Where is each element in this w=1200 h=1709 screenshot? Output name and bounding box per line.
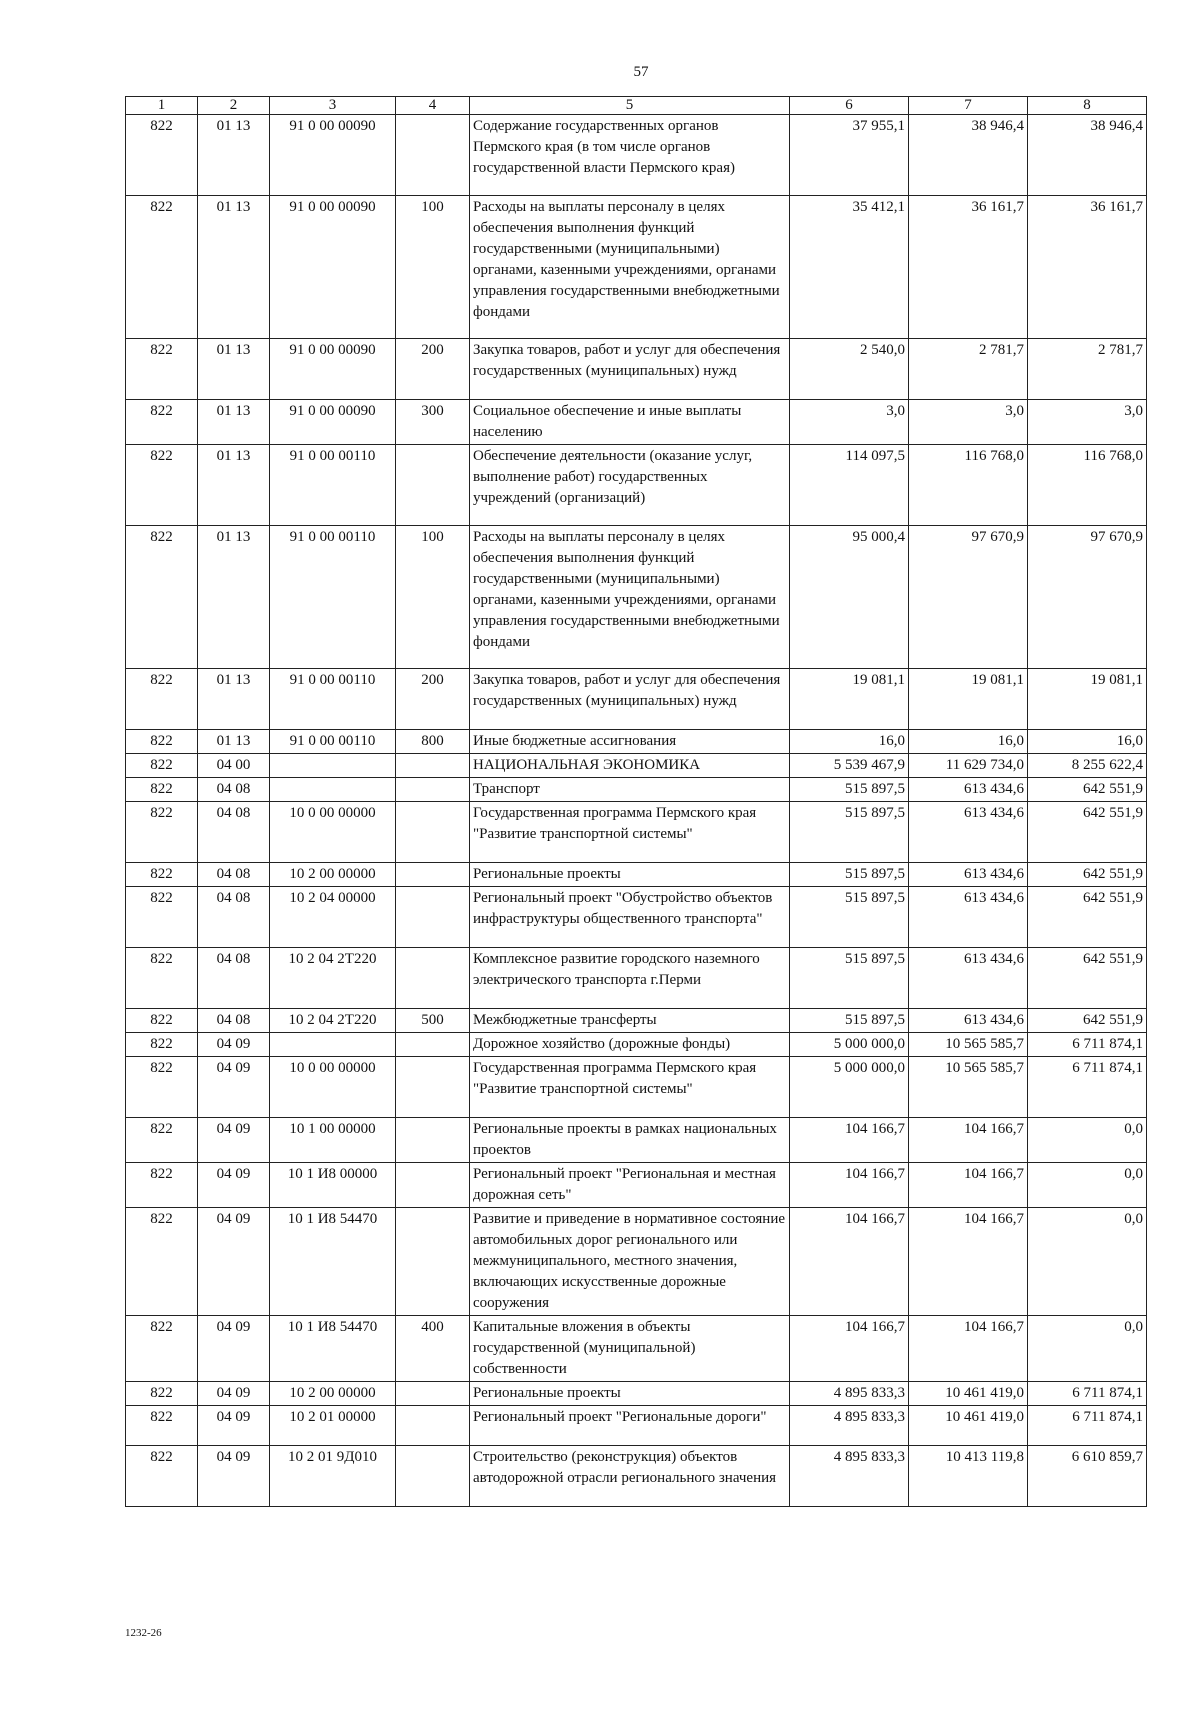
- code-section-cell: 01 13: [198, 730, 270, 754]
- code-expense-type-cell: [396, 802, 470, 863]
- amount-year-3-cell: 0,0: [1028, 1118, 1147, 1163]
- amount-year-1-cell: 104 166,7: [790, 1316, 909, 1382]
- code-target-article-cell: 10 2 04 00000: [270, 887, 396, 948]
- amount-year-1-cell: 5 539 467,9: [790, 754, 909, 778]
- code-expense-type-cell: 100: [396, 196, 470, 339]
- amount-year-2-cell: 613 434,6: [909, 887, 1028, 948]
- amount-year-1-cell: 515 897,5: [790, 863, 909, 887]
- amount-year-2-cell: 613 434,6: [909, 778, 1028, 802]
- amount-year-1-cell: 515 897,5: [790, 802, 909, 863]
- amount-year-2-cell: 10 461 419,0: [909, 1382, 1028, 1406]
- code-target-article-cell: 91 0 00 00090: [270, 196, 396, 339]
- code-grbs-cell: 822: [126, 1382, 198, 1406]
- amount-year-2-cell: 3,0: [909, 400, 1028, 445]
- code-section-cell: 01 13: [198, 669, 270, 730]
- amount-year-3-cell: 6 711 874,1: [1028, 1406, 1147, 1446]
- code-grbs-cell: 822: [126, 948, 198, 1009]
- code-expense-type-cell: [396, 754, 470, 778]
- code-section-cell: 01 13: [198, 400, 270, 445]
- amount-year-2-cell: 10 413 119,8: [909, 1446, 1028, 1507]
- amount-year-3-cell: 38 946,4: [1028, 115, 1147, 196]
- amount-year-3-cell: 19 081,1: [1028, 669, 1147, 730]
- amount-year-3-cell: 642 551,9: [1028, 1009, 1147, 1033]
- description-cell: Государственная программа Пермского края "Развитие транспортной системы": [470, 1057, 790, 1118]
- code-section-cell: 04 08: [198, 887, 270, 948]
- amount-year-1-cell: 19 081,1: [790, 669, 909, 730]
- amount-year-3-cell: 36 161,7: [1028, 196, 1147, 339]
- code-expense-type-cell: [396, 863, 470, 887]
- code-target-article-cell: 10 2 04 2Т220: [270, 1009, 396, 1033]
- amount-year-1-cell: 2 540,0: [790, 339, 909, 400]
- amount-year-3-cell: 16,0: [1028, 730, 1147, 754]
- code-expense-type-cell: 500: [396, 1009, 470, 1033]
- code-section-cell: 01 13: [198, 115, 270, 196]
- table-row: [126, 526, 1147, 669]
- code-expense-type-cell: [396, 445, 470, 526]
- amount-year-2-cell: 104 166,7: [909, 1118, 1028, 1163]
- code-section-cell: 04 09: [198, 1163, 270, 1208]
- description-cell: Расходы на выплаты персоналу в целях обеспечения выполнения функций государственными (муниципальными) органами, казенными учреждениями, органами управления государственными внебюджетными фондами: [470, 526, 790, 669]
- column-header-3: 3: [270, 97, 396, 115]
- amount-year-3-cell: 642 551,9: [1028, 802, 1147, 863]
- amount-year-3-cell: 8 255 622,4: [1028, 754, 1147, 778]
- table-row: [126, 115, 1147, 196]
- amount-year-2-cell: 104 166,7: [909, 1163, 1028, 1208]
- code-grbs-cell: 822: [126, 730, 198, 754]
- table-row: [126, 1406, 1147, 1446]
- code-section-cell: 04 08: [198, 948, 270, 1009]
- amount-year-1-cell: 4 895 833,3: [790, 1446, 909, 1507]
- amount-year-2-cell: 613 434,6: [909, 948, 1028, 1009]
- amount-year-3-cell: 6 711 874,1: [1028, 1057, 1147, 1118]
- amount-year-1-cell: 515 897,5: [790, 778, 909, 802]
- code-grbs-cell: 822: [126, 802, 198, 863]
- footer-code: 1232-26: [125, 1627, 162, 1639]
- amount-year-2-cell: 16,0: [909, 730, 1028, 754]
- amount-year-2-cell: 36 161,7: [909, 196, 1028, 339]
- description-cell: Развитие и приведение в нормативное состояние автомобильных дорог регионального или межмуниципального, местного значения, включающих искусственные дорожные сооружения: [470, 1208, 790, 1316]
- code-section-cell: 01 13: [198, 339, 270, 400]
- code-expense-type-cell: [396, 1446, 470, 1507]
- amount-year-3-cell: 0,0: [1028, 1208, 1147, 1316]
- description-cell: Региональные проекты в рамках национальных проектов: [470, 1118, 790, 1163]
- amount-year-3-cell: 2 781,7: [1028, 339, 1147, 400]
- code-section-cell: 01 13: [198, 526, 270, 669]
- amount-year-3-cell: 97 670,9: [1028, 526, 1147, 669]
- description-cell: Закупка товаров, работ и услуг для обеспечения государственных (муниципальных) нужд: [470, 669, 790, 730]
- amount-year-3-cell: 116 768,0: [1028, 445, 1147, 526]
- code-target-article-cell: 10 0 00 00000: [270, 1057, 396, 1118]
- description-cell: Строительство (реконструкция) объектов автодорожной отрасли регионального значения: [470, 1446, 790, 1507]
- code-target-article-cell: [270, 778, 396, 802]
- table-row: [126, 1057, 1147, 1118]
- code-target-article-cell: 10 1 И8 00000: [270, 1163, 396, 1208]
- column-header-7: 7: [909, 97, 1028, 115]
- code-expense-type-cell: [396, 948, 470, 1009]
- amount-year-1-cell: 4 895 833,3: [790, 1406, 909, 1446]
- code-section-cell: 04 09: [198, 1446, 270, 1507]
- code-expense-type-cell: [396, 1406, 470, 1446]
- code-grbs-cell: 822: [126, 887, 198, 948]
- code-expense-type-cell: 100: [396, 526, 470, 669]
- amount-year-3-cell: 642 551,9: [1028, 863, 1147, 887]
- code-expense-type-cell: [396, 1057, 470, 1118]
- code-target-article-cell: 10 2 01 00000: [270, 1406, 396, 1446]
- code-target-article-cell: 10 1 00 00000: [270, 1118, 396, 1163]
- amount-year-1-cell: 104 166,7: [790, 1118, 909, 1163]
- amount-year-2-cell: 11 629 734,0: [909, 754, 1028, 778]
- code-expense-type-cell: [396, 887, 470, 948]
- amount-year-2-cell: 613 434,6: [909, 1009, 1028, 1033]
- amount-year-2-cell: 10 461 419,0: [909, 1406, 1028, 1446]
- code-grbs-cell: 822: [126, 1009, 198, 1033]
- code-target-article-cell: 10 0 00 00000: [270, 802, 396, 863]
- amount-year-2-cell: 10 565 585,7: [909, 1033, 1028, 1057]
- amount-year-1-cell: 104 166,7: [790, 1208, 909, 1316]
- description-cell: Межбюджетные трансферты: [470, 1009, 790, 1033]
- amount-year-1-cell: 104 166,7: [790, 1163, 909, 1208]
- code-grbs-cell: 822: [126, 754, 198, 778]
- budget-table-body: [126, 115, 1147, 1507]
- code-expense-type-cell: [396, 1382, 470, 1406]
- code-target-article-cell: 91 0 00 00090: [270, 400, 396, 445]
- description-cell: Закупка товаров, работ и услуг для обеспечения государственных (муниципальных) нужд: [470, 339, 790, 400]
- code-target-article-cell: 10 1 И8 54470: [270, 1208, 396, 1316]
- code-grbs-cell: 822: [126, 669, 198, 730]
- code-section-cell: 04 08: [198, 778, 270, 802]
- code-target-article-cell: 91 0 00 00110: [270, 445, 396, 526]
- code-target-article-cell: 10 2 04 2Т220: [270, 948, 396, 1009]
- description-cell: Дорожное хозяйство (дорожные фонды): [470, 1033, 790, 1057]
- amount-year-3-cell: 642 551,9: [1028, 948, 1147, 1009]
- amount-year-2-cell: 10 565 585,7: [909, 1057, 1028, 1118]
- table-row: [126, 400, 1147, 445]
- code-expense-type-cell: [396, 778, 470, 802]
- code-target-article-cell: [270, 754, 396, 778]
- table-row: [126, 1033, 1147, 1057]
- code-section-cell: 04 09: [198, 1033, 270, 1057]
- header-row: [126, 97, 1147, 115]
- code-grbs-cell: 822: [126, 400, 198, 445]
- description-cell: Региональный проект "Региональные дороги": [470, 1406, 790, 1446]
- amount-year-2-cell: 104 166,7: [909, 1208, 1028, 1316]
- code-grbs-cell: 822: [126, 1033, 198, 1057]
- description-cell: Комплексное развитие городского наземного электрического транспорта г.Перми: [470, 948, 790, 1009]
- description-cell: Социальное обеспечение и иные выплаты населению: [470, 400, 790, 445]
- code-grbs-cell: 822: [126, 1208, 198, 1316]
- amount-year-1-cell: 16,0: [790, 730, 909, 754]
- table-row: [126, 802, 1147, 863]
- code-section-cell: 04 08: [198, 863, 270, 887]
- page-number: 57: [633, 64, 649, 80]
- code-section-cell: 04 09: [198, 1382, 270, 1406]
- amount-year-1-cell: 5 000 000,0: [790, 1033, 909, 1057]
- description-cell: Обеспечение деятельности (оказание услуг, выполнение работ) государственных учреждений (организаций): [470, 445, 790, 526]
- amount-year-3-cell: 6 711 874,1: [1028, 1033, 1147, 1057]
- code-grbs-cell: 822: [126, 863, 198, 887]
- code-section-cell: 01 13: [198, 196, 270, 339]
- column-header-8: 8: [1028, 97, 1147, 115]
- code-section-cell: 04 08: [198, 1009, 270, 1033]
- column-header-6: 6: [790, 97, 909, 115]
- code-section-cell: 04 00: [198, 754, 270, 778]
- column-header-4: 4: [396, 97, 470, 115]
- code-section-cell: 04 09: [198, 1118, 270, 1163]
- code-target-article-cell: 91 0 00 00110: [270, 669, 396, 730]
- amount-year-2-cell: 613 434,6: [909, 802, 1028, 863]
- description-cell: НАЦИОНАЛЬНАЯ ЭКОНОМИКА: [470, 754, 790, 778]
- amount-year-1-cell: 95 000,4: [790, 526, 909, 669]
- code-expense-type-cell: [396, 1208, 470, 1316]
- description-cell: Транспорт: [470, 778, 790, 802]
- amount-year-1-cell: 37 955,1: [790, 115, 909, 196]
- table-row: [126, 730, 1147, 754]
- table-row: [126, 1316, 1147, 1382]
- code-target-article-cell: 91 0 00 00110: [270, 526, 396, 669]
- code-expense-type-cell: 200: [396, 669, 470, 730]
- code-expense-type-cell: [396, 1163, 470, 1208]
- code-grbs-cell: 822: [126, 1118, 198, 1163]
- description-cell: Региональные проекты: [470, 1382, 790, 1406]
- amount-year-2-cell: 19 081,1: [909, 669, 1028, 730]
- code-section-cell: 04 09: [198, 1208, 270, 1316]
- amount-year-1-cell: 515 897,5: [790, 1009, 909, 1033]
- budget-table: [125, 96, 1147, 1507]
- amount-year-1-cell: 5 000 000,0: [790, 1057, 909, 1118]
- code-expense-type-cell: 300: [396, 400, 470, 445]
- code-grbs-cell: 822: [126, 1057, 198, 1118]
- code-expense-type-cell: 800: [396, 730, 470, 754]
- amount-year-1-cell: 515 897,5: [790, 887, 909, 948]
- amount-year-1-cell: 114 097,5: [790, 445, 909, 526]
- table-row: [126, 196, 1147, 339]
- description-cell: Расходы на выплаты персоналу в целях обеспечения выполнения функций государственными (муниципальными) органами, казенными учреждениями, органами управления государственными внебюджетными фондами: [470, 196, 790, 339]
- code-grbs-cell: 822: [126, 778, 198, 802]
- code-target-article-cell: 10 2 01 9Д010: [270, 1446, 396, 1507]
- code-section-cell: 04 09: [198, 1406, 270, 1446]
- amount-year-2-cell: 613 434,6: [909, 863, 1028, 887]
- amount-year-3-cell: 6 711 874,1: [1028, 1382, 1147, 1406]
- code-grbs-cell: 822: [126, 339, 198, 400]
- table-row: [126, 1208, 1147, 1316]
- amount-year-2-cell: 116 768,0: [909, 445, 1028, 526]
- table-row: [126, 887, 1147, 948]
- column-header-5: 5: [470, 97, 790, 115]
- table-row: [126, 669, 1147, 730]
- table-row: [126, 863, 1147, 887]
- code-grbs-cell: 822: [126, 445, 198, 526]
- amount-year-2-cell: 97 670,9: [909, 526, 1028, 669]
- code-section-cell: 04 09: [198, 1316, 270, 1382]
- code-expense-type-cell: [396, 1118, 470, 1163]
- code-grbs-cell: 822: [126, 1406, 198, 1446]
- amount-year-3-cell: 6 610 859,7: [1028, 1446, 1147, 1507]
- table-row: [126, 1446, 1147, 1507]
- amount-year-1-cell: 3,0: [790, 400, 909, 445]
- code-grbs-cell: 822: [126, 115, 198, 196]
- code-expense-type-cell: [396, 115, 470, 196]
- description-cell: Капитальные вложения в объекты государственной (муниципальной) собственности: [470, 1316, 790, 1382]
- amount-year-1-cell: 515 897,5: [790, 948, 909, 1009]
- description-cell: Региональный проект "Региональная и местная дорожная сеть": [470, 1163, 790, 1208]
- table-row: [126, 1118, 1147, 1163]
- code-grbs-cell: 822: [126, 526, 198, 669]
- table-row: [126, 778, 1147, 802]
- amount-year-1-cell: 35 412,1: [790, 196, 909, 339]
- code-grbs-cell: 822: [126, 1446, 198, 1507]
- code-target-article-cell: 10 1 И8 54470: [270, 1316, 396, 1382]
- amount-year-1-cell: 4 895 833,3: [790, 1382, 909, 1406]
- code-target-article-cell: [270, 1033, 396, 1057]
- amount-year-2-cell: 104 166,7: [909, 1316, 1028, 1382]
- code-expense-type-cell: 200: [396, 339, 470, 400]
- description-cell: Содержание государственных органов Пермского края (в том числе органов государственной власти Пермского края): [470, 115, 790, 196]
- code-expense-type-cell: 400: [396, 1316, 470, 1382]
- amount-year-3-cell: 0,0: [1028, 1316, 1147, 1382]
- code-target-article-cell: 91 0 00 00090: [270, 339, 396, 400]
- amount-year-3-cell: 642 551,9: [1028, 887, 1147, 948]
- description-cell: Региональные проекты: [470, 863, 790, 887]
- code-grbs-cell: 822: [126, 1163, 198, 1208]
- code-section-cell: 04 09: [198, 1057, 270, 1118]
- description-cell: Региональный проект "Обустройство объектов инфраструктуры общественного транспорта": [470, 887, 790, 948]
- code-target-article-cell: 91 0 00 00110: [270, 730, 396, 754]
- table-row: [126, 1163, 1147, 1208]
- code-target-article-cell: 10 2 00 00000: [270, 863, 396, 887]
- table-row: [126, 754, 1147, 778]
- code-expense-type-cell: [396, 1033, 470, 1057]
- code-grbs-cell: 822: [126, 196, 198, 339]
- table-row: [126, 1009, 1147, 1033]
- code-section-cell: 04 08: [198, 802, 270, 863]
- code-grbs-cell: 822: [126, 1316, 198, 1382]
- amount-year-3-cell: 642 551,9: [1028, 778, 1147, 802]
- amount-year-2-cell: 38 946,4: [909, 115, 1028, 196]
- code-target-article-cell: 91 0 00 00090: [270, 115, 396, 196]
- description-cell: Государственная программа Пермского края "Развитие транспортной системы": [470, 802, 790, 863]
- amount-year-3-cell: 3,0: [1028, 400, 1147, 445]
- description-cell: Иные бюджетные ассигнования: [470, 730, 790, 754]
- amount-year-3-cell: 0,0: [1028, 1163, 1147, 1208]
- table-row: [126, 445, 1147, 526]
- table-row: [126, 1382, 1147, 1406]
- column-header-1: 1: [126, 97, 198, 115]
- table-row: [126, 339, 1147, 400]
- amount-year-2-cell: 2 781,7: [909, 339, 1028, 400]
- table-row: [126, 948, 1147, 1009]
- code-target-article-cell: 10 2 00 00000: [270, 1382, 396, 1406]
- code-section-cell: 01 13: [198, 445, 270, 526]
- column-header-2: 2: [198, 97, 270, 115]
